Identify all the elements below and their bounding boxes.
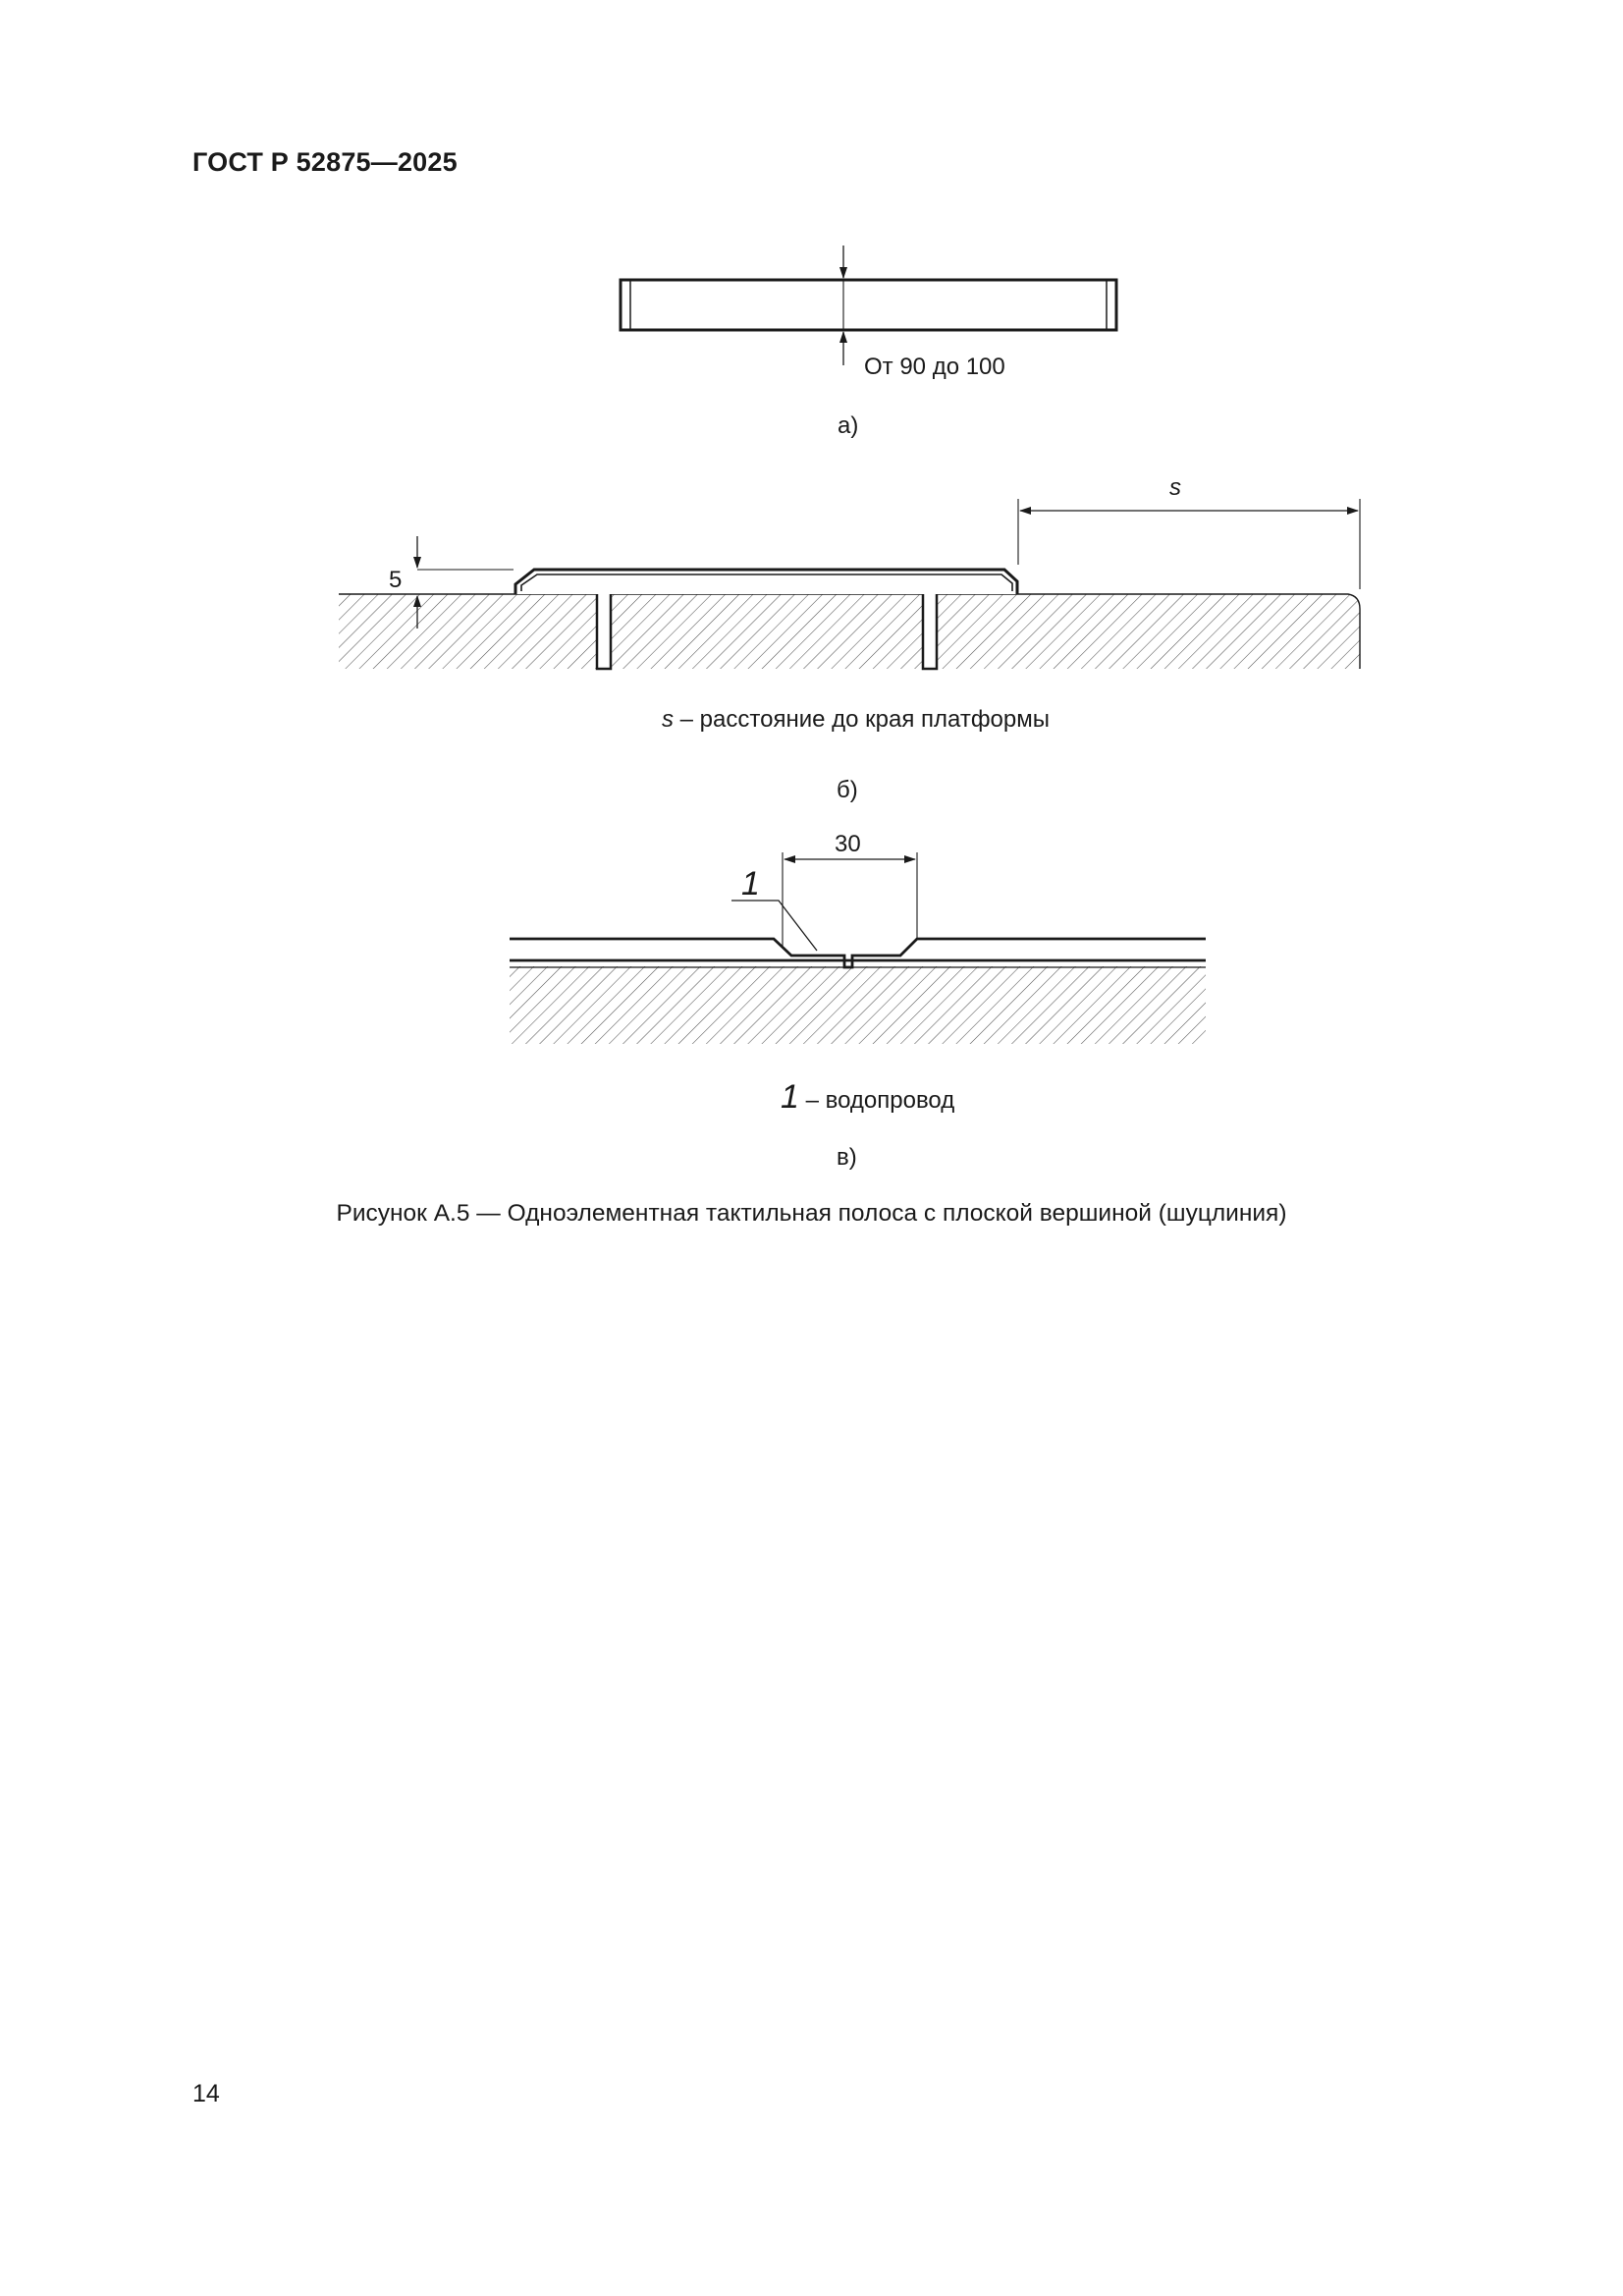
figure-b-legend-text: – расстояние до края платформы: [674, 706, 1051, 733]
figure-c-legend: [781, 1078, 954, 1116]
figure-c-callout-number: 1: [741, 865, 760, 902]
figure-c-legend-number: 1: [781, 1078, 799, 1116]
figure-b-cross-section: [339, 499, 1360, 669]
figure-a-dimension-label: От 90 до 100: [864, 354, 1005, 380]
document-standard-code: ГОСТ Р 52875—2025: [192, 147, 458, 177]
figure-b-sublabel: б): [837, 777, 858, 803]
figure-caption: Рисунок А.5 — Одноэлементная тактильная полоса с плоской вершиной (шуцлиния): [336, 1200, 1287, 1227]
figure-b-height-dimension: 5: [389, 567, 403, 593]
figure-b-legend: [662, 706, 1050, 733]
figure-c-cross-section: [510, 852, 1206, 1044]
figure-b-legend-symbol: s: [662, 706, 674, 733]
page-number: 14: [192, 2080, 220, 2107]
figure-c-legend-text: – водопровод: [798, 1087, 955, 1114]
figure-a-sublabel: а): [838, 412, 859, 439]
figure-b-distance-symbol: s: [1169, 474, 1181, 501]
figure-a-strip: [621, 246, 1116, 365]
figure-c-sublabel: в): [837, 1144, 857, 1171]
figure-c-width-dimension: 30: [835, 831, 861, 857]
